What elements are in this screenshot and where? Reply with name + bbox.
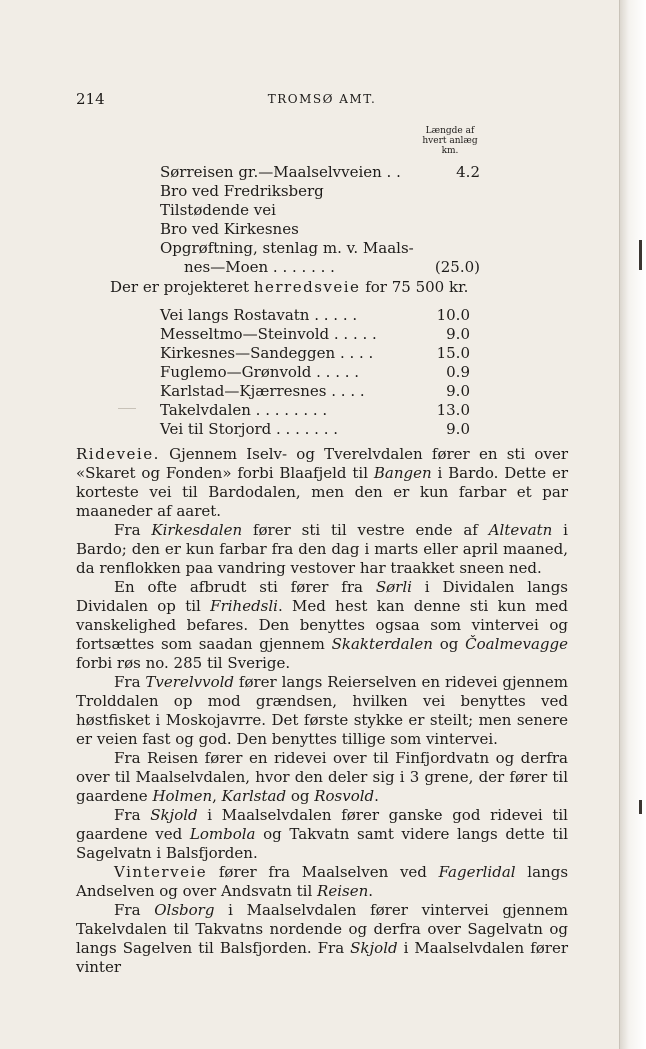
text-run: og <box>286 787 315 805</box>
place-name: Frihedsli <box>210 597 278 615</box>
text-run: i Bardo; den er kun farbar fra den dag i marts eller april maaned, da renflokken paa vandring vestover har traakket sneen ned. <box>76 521 568 577</box>
row-label: Messeltmo—Steinvold . . . . . <box>160 325 377 343</box>
row-value: 4.2 <box>456 163 480 181</box>
place-name: Čoalmevagge <box>465 635 569 653</box>
projected-suffix: for 75 500 kr. <box>365 278 469 296</box>
paragraph <box>76 901 568 977</box>
text-run: Fra <box>114 806 151 824</box>
page-header <box>76 90 568 110</box>
row-label: Takelvdalen . . . . . . . . <box>160 401 328 419</box>
column-header-line: km. <box>441 146 459 156</box>
text-run: , <box>212 787 222 805</box>
row-label: Opgrøftning, stenlag m. v. Maals- <box>160 239 414 257</box>
column-header <box>400 126 500 156</box>
row-value: 10.0 <box>436 306 470 324</box>
text-run: fører langs Reierselven en ridevei gjennem Trolddalen op mod grændsen, hvilken vei benyttes ved høstfisket i Moskojavrre. Det første stykke er steilt; men senere er veien fast og god. Den benyttes tillige som vintervei. <box>76 673 568 748</box>
place-name: Skjold <box>150 806 198 824</box>
row-label: Kirkesnes—Sandeggen . . . . <box>160 344 374 362</box>
place-name: Karlstad <box>221 787 287 805</box>
table-row <box>160 363 470 382</box>
paragraph <box>76 749 568 806</box>
row-label: Bro ved Fredriksberg <box>160 182 324 200</box>
road-table-1 <box>160 163 480 277</box>
text-run: En ofte afbrudt sti fører fra <box>114 578 376 596</box>
text-run: i Maalselvdalen fører ganske god ridevei til gaardene ved <box>76 806 568 843</box>
text-run: og Takvatn samt videre langs dette til Sagelvatn i Balsfjorden. <box>76 825 568 862</box>
text-run: i Maalselvdalen fører vintervei gjennem Takelvdalen til Takvatns nordende og derfra over Sagelvatn og langs Sagelven til Balsfjorden. Fra <box>76 901 568 957</box>
table-row <box>160 182 480 201</box>
place-name: Tverelvvold <box>145 673 235 691</box>
table-row <box>160 344 470 363</box>
projected-spaced: herredsveie <box>253 278 361 296</box>
text-run: Fra Reisen fører en ridevei over til Finfjordvatn og derfra over til Maalselvdalen, hvor den deler sig i 3 grene, der fører til gaardene <box>76 749 568 805</box>
body-text <box>76 445 568 977</box>
paragraph <box>76 578 568 673</box>
row-label: nes—Moen . . . . . . . <box>184 258 335 276</box>
row-label: Sørreisen gr.—Maalselvveien . . <box>160 163 401 181</box>
text-run: . Med hest kan denne sti kun med vanskelighed befares. Den benyttes ogsaa som vintervei og fortsættes som saadan gjennem <box>76 597 568 653</box>
margin-dash <box>118 408 136 409</box>
place-name: Altevatn <box>488 521 553 539</box>
table-row <box>160 382 470 401</box>
row-label: Bro ved Kirkesnes <box>160 220 299 238</box>
table-row <box>160 401 470 420</box>
row-value: 9.0 <box>446 420 470 438</box>
table-row <box>160 163 480 182</box>
place-name: Skakterdalen <box>331 635 433 653</box>
table-row <box>160 420 470 439</box>
row-label: Vei langs Rostavatn . . . . . <box>160 306 358 324</box>
text-run: fører fra Maalselven ved <box>207 863 439 881</box>
text-run: Fra <box>114 901 155 919</box>
running-title: TROMSØ AMT. <box>267 92 377 106</box>
table-row <box>160 239 480 258</box>
row-value: 15.0 <box>436 344 470 362</box>
page-edge <box>619 0 646 1049</box>
table-row <box>160 325 470 344</box>
text-run: Fra <box>114 521 152 539</box>
text-run: Gjennem Iselv- og Tverelvdalen fører en sti over «Skaret og Fonden» forbi Blaafjeld til <box>76 445 568 482</box>
row-value: (25.0) <box>434 258 480 276</box>
paragraph <box>76 445 568 521</box>
paragraph <box>76 673 568 749</box>
text-run: . <box>374 787 379 805</box>
place-name: Skjold <box>350 939 398 957</box>
row-label: Karlstad—Kjærresnes . . . . <box>160 382 365 400</box>
place-name: Kirkesdalen <box>151 521 243 539</box>
row-value: 13.0 <box>436 401 470 419</box>
table-row <box>160 220 480 239</box>
place-name: Rosvold <box>314 787 375 805</box>
row-value: 9.0 <box>446 382 470 400</box>
place-name: Olsborg <box>154 901 215 919</box>
paragraph <box>76 806 568 863</box>
text-run: . <box>368 882 374 900</box>
place-name: Fagerlidal <box>438 863 516 881</box>
road-table-2 <box>160 306 470 439</box>
place-name: Holmen <box>152 787 213 805</box>
table-row <box>160 306 470 325</box>
text-run: og <box>432 635 466 653</box>
projected-summary <box>110 278 468 297</box>
projected-prefix: Der er projekteret <box>110 278 250 296</box>
page-number: 214 <box>76 90 105 108</box>
text-run: Fra <box>114 673 146 691</box>
row-value: 0.9 <box>446 363 470 381</box>
place-name: Reisen <box>317 882 369 900</box>
text-run: forbi røs no. 285 til Sverige. <box>76 654 291 672</box>
place-name: Bangen <box>373 464 432 482</box>
place-name: Sørli <box>375 578 412 596</box>
table-row <box>160 201 480 220</box>
text-run: i Maalselvdalen fører vinter <box>76 939 568 976</box>
row-label: Vei til Storjord . . . . . . . <box>160 420 339 438</box>
text-run: langs Andselven og over Andsvatn til <box>76 863 569 900</box>
place-name: Lombola <box>189 825 256 843</box>
column-header-line: Længde af <box>425 126 475 136</box>
table-row <box>160 258 480 277</box>
row-label: Fuglemo—Grønvold . . . . . <box>160 363 360 381</box>
section-heading: Rideveie. <box>76 445 160 463</box>
text-run: i Dividalen langs Dividalen op til <box>76 578 568 615</box>
paragraph <box>76 863 568 901</box>
column-header-line: hvert anlæg <box>422 136 478 146</box>
edge-mark <box>639 240 642 270</box>
section-heading: Vinterveie <box>114 863 208 881</box>
paragraph <box>76 521 568 578</box>
row-value: 9.0 <box>446 325 470 343</box>
text-run: i Bardo. Dette er korteste vei til Bardodalen, men den er kun farbar et par maaneder af aaret. <box>76 464 568 520</box>
text-run: fører sti til vestre ende af <box>242 521 489 539</box>
edge-mark <box>639 800 642 814</box>
row-label: Tilstødende vei <box>160 201 276 219</box>
